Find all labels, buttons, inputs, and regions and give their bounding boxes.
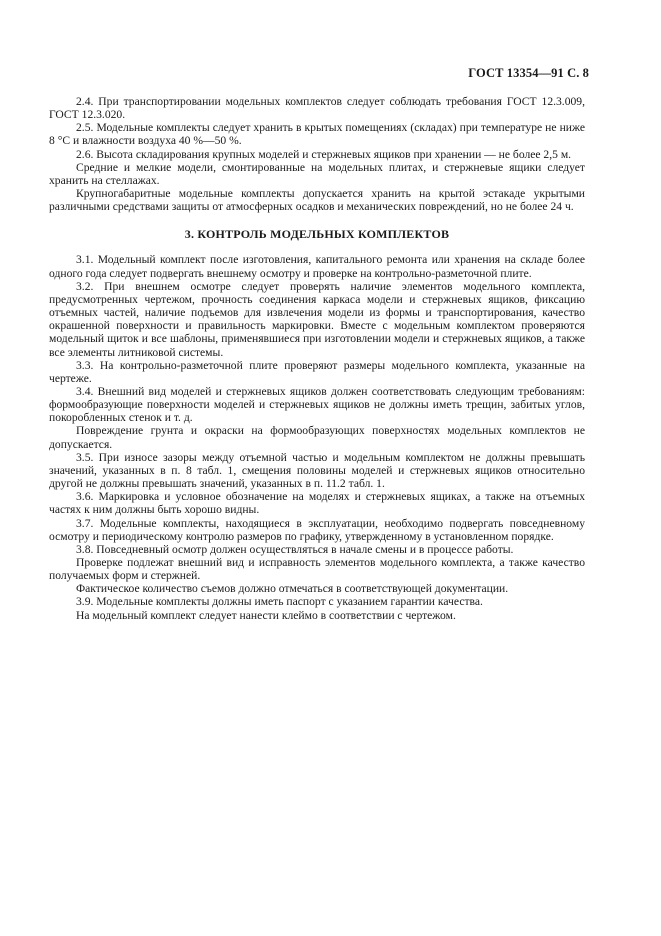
document-body — [49, 95, 585, 622]
paragraph-3-1: 3.1. Модельный комплект после изготовления, капитального ремонта или хранения на складе более одного года следует подвергать внешнему осмотру и проверке на контрольно-разметочной плите. — [49, 253, 585, 280]
paragraph-3-5: 3.5. При износе зазоры между отъемной частью и модельным комплектом не должны превышать значений, указанных в п. 8 табл. 1, смещения половины моделей и стержневых ящиков относительно другой не должны превышать значений, указанных в п. 11.2 табл. 1. — [49, 450, 585, 491]
paragraph-3-4: 3.4. Внешний вид моделей и стержневых ящиков должен соответствовать следующим требованиям: формообразующие поверхности моделей и стержневых ящиков не должны иметь трещин, забитых углов, покоробленных стенок и т. д. — [49, 384, 585, 425]
paragraph-3-9: 3.9. Модельные комплекты должны иметь паспорт с указанием гарантии качества. — [76, 595, 483, 609]
paragraph-2-4: 2.4. При транспортировании модельных комплектов следует соблюдать требования ГОСТ 12.3.009, ГОСТ 12.3.020. — [49, 95, 585, 122]
paragraph-3-6: 3.6. Маркировка и условное обозначение на моделях и стержневых ящиках, а также на отъемных частях к ним должны быть хорошо видны. — [49, 490, 585, 517]
paragraph-inspection-scope: Проверке подлежат внешний вид и исправность элементов модельного комплекта, а также качество получаемых форм и стержней. — [49, 556, 585, 583]
paragraph-3-8: 3.8. Повседневный осмотр должен осуществляться в начале смены и в процессе работы. — [76, 542, 514, 556]
paragraph-2-5: 2.5. Модельные комплекты следует хранить в крытых помещениях (складах) при температуре не ниже 8 °С и влажности воздуха 40 %—50 %. — [49, 121, 585, 148]
paragraph-2-6: 2.6. Высота складирования крупных моделей и стержневых ящиков при хранении — не более 2,5 м. — [76, 147, 572, 161]
paragraph-storage-medium-models: Средние и мелкие модели, смонтированные на модельных плитах, и стержневые ящики следует хранить на стеллажах. — [49, 160, 585, 187]
paragraph-removal-count: Фактическое количество съемов должно отмечаться в соответствующей документации. — [76, 582, 509, 596]
paragraph-3-7: 3.7. Модельные комплекты, находящиеся в эксплуатации, необходимо подвергать повседневному осмотру и периодическому контролю размеров по графику, утвержденному в установленном порядке. — [49, 516, 585, 543]
paragraph-coating-damage: Повреждение грунта и окраски на формообразующих поверхностях модельных комплектов не допускается. — [49, 424, 585, 451]
paragraph-3-3: 3.3. На контрольно-разметочной плите проверяют размеры модельного комплекта, указанные на чертеже. — [49, 358, 585, 385]
paragraph-3-2: 3.2. При внешнем осмотре следует проверять наличие элементов модельного комплекта, предусмотренных чертежом, прочность соединения каркаса модели и стержневых ящиков, фиксацию отъемных частей, наличие подъемов для извлечения модели из формы и транспортирования, качество окрашенной поверхности и правильность маркировки. Вместе с модельным комплектом проверяются модельный щиток и все шаблоны, применявшиеся при изготовлении модели и стержневых ящиков, а также все элементы литниковой системы. — [49, 279, 585, 359]
section-title: 3. КОНТРОЛЬ МОДЕЛЬНЫХ КОМПЛЕКТОВ — [184, 227, 450, 242]
page-header: ГОСТ 13354—91 С. 8 — [468, 66, 589, 80]
paragraph-stamp: На модельный комплект следует нанести клеймо в соответствии с чертежом. — [76, 608, 456, 622]
paragraph-storage-large-sets: Крупногабаритные модельные комплекты допускается хранить на крытой эстакаде укрытыми различными средствами защиты от атмосферных осадков и механических повреждений, но не более 24 ч. — [49, 187, 585, 214]
